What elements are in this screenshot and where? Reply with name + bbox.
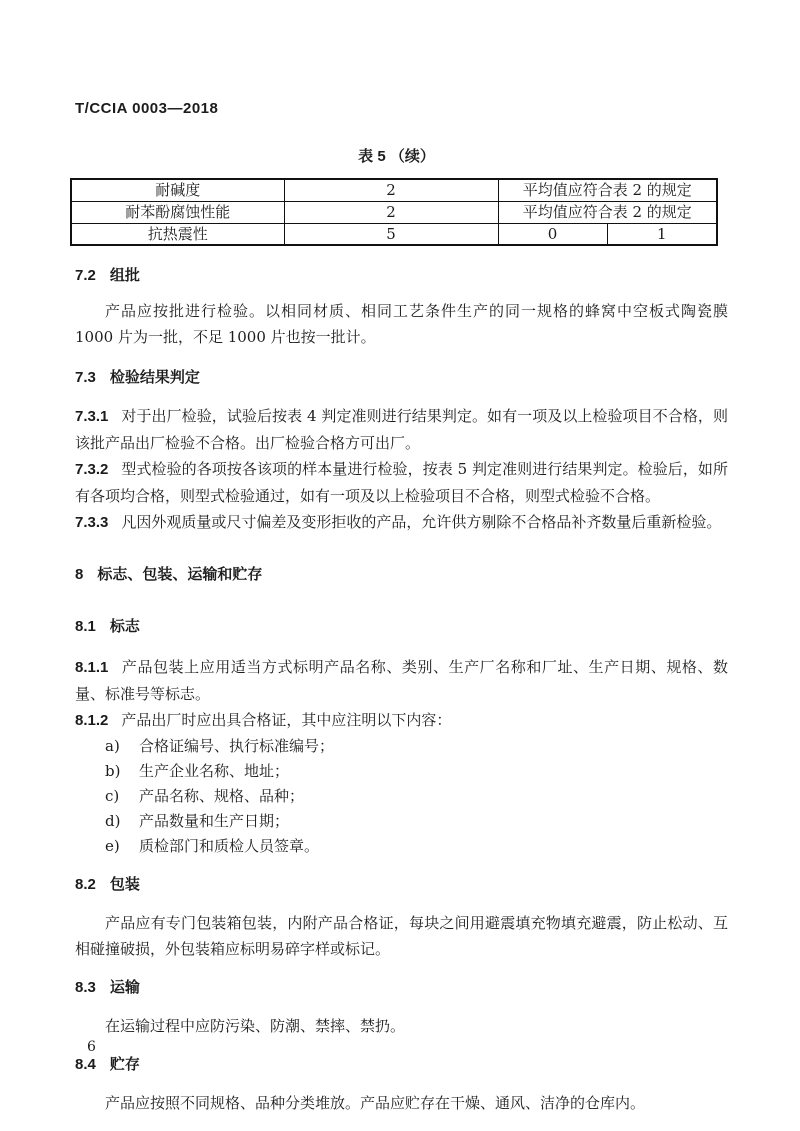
paragraph-8-4: 产品应按照不同规格、品种分类堆放。产品应贮存在干燥、通风、洁净的仓库内。 [105, 1094, 646, 1112]
clause-number: 8.1.2 [75, 712, 109, 729]
clause-8-1-2 [75, 707, 728, 734]
table-row [71, 201, 717, 223]
clause-text: 凡因外观质量或尺寸偏差及变形拒收的产品，允许供方剔除不合格品补齐数量后重新检验。 [121, 513, 722, 531]
table-cell-criterion: 平均值应符合表 2 的规定 [498, 201, 717, 223]
section-number: 8 [75, 566, 84, 583]
section-heading-7-3 [75, 365, 728, 391]
list-marker: c) [105, 787, 120, 805]
table-caption: 表 5 （续） [358, 148, 435, 165]
section-title: 包装 [109, 876, 140, 893]
table-cell-item: 耐碱度 [71, 179, 284, 201]
list-text: 质检部门和质检人员签章。 [139, 837, 320, 855]
section-title: 标志 [109, 618, 140, 635]
page-number: 6 [87, 1039, 96, 1055]
list-text: 合格证编号、执行标准编号； [139, 737, 335, 755]
section-number: 8.1 [75, 618, 96, 635]
clause-text: 对于出厂检验，试验后按表 4 判定准则进行结果判定。如有一项及以上检验项目不合格，则该批产品出厂检验不合格。出厂检验合格方可出厂。 [75, 407, 728, 452]
list-marker: a) [105, 737, 120, 755]
section-number: 8.3 [75, 979, 96, 996]
table-cell-sample: 2 [284, 201, 498, 223]
clause-7-3-1 [75, 403, 728, 456]
section-heading-8-4 [75, 1052, 728, 1078]
list-item [75, 759, 728, 784]
list-marker: e) [105, 837, 120, 855]
clause-8-1-1 [75, 654, 728, 707]
clause-7-3-3 [75, 509, 728, 536]
table-row [71, 179, 717, 201]
paragraph-8-3: 在运输过程中应防污染、防潮、禁摔、禁扔。 [105, 1017, 406, 1035]
section-heading-8 [75, 562, 728, 588]
clause-text: 型式检验的各项按各该项的样本量进行检验，按表 5 判定准则进行结果判定。检验后，如所有各项均合格，则型式检验通过，如有一项及以上检验项目不合格，则型式检验不合格。 [75, 460, 728, 505]
table-cell-sample: 5 [284, 223, 498, 245]
list-marker: d) [105, 812, 121, 830]
list-item [75, 809, 728, 834]
table-cell-criterion: 平均值应符合表 2 的规定 [498, 179, 717, 201]
clause-number: 8.1.1 [75, 659, 109, 676]
clause-text: 产品包装上应用适当方式标明产品名称、类别、生产厂名称和厂址、生产日期、规格、数量、标准号等标志。 [75, 658, 728, 703]
paragraph-7-2: 产品应按批进行检验。以相同材质、相同工艺条件生产的同一规格的蜂窝中空板式陶瓷膜 1000 片为一批，不足 1000 片也按一批计。 [75, 302, 728, 346]
section-heading-8-2 [75, 872, 728, 898]
list-item [75, 834, 728, 859]
section-heading-8-3 [75, 975, 728, 1001]
table-cell-item: 抗热震性 [71, 223, 284, 245]
section-title: 运输 [109, 979, 140, 996]
clause-number: 7.3.2 [75, 461, 109, 478]
table-cell-accept: 0 [498, 223, 607, 245]
list-text: 产品名称、规格、品种； [139, 787, 305, 805]
section-number: 8.4 [75, 1056, 96, 1073]
section-heading-7-2 [75, 263, 728, 289]
section-number: 7.3 [75, 369, 96, 386]
list-text: 生产企业名称、地址； [139, 762, 290, 780]
section-title: 贮存 [109, 1056, 140, 1073]
table-cell-sample: 2 [284, 179, 498, 201]
page-content [75, 96, 728, 1131]
doc-number: T/CCIA 0003—2018 [75, 100, 219, 117]
certificate-item-list [75, 734, 728, 859]
table-cell-item: 耐苯酚腐蚀性能 [71, 201, 284, 223]
clause-7-3-2 [75, 456, 728, 509]
clause-number: 7.3.3 [75, 514, 109, 531]
section-title: 检验结果判定 [109, 369, 200, 386]
section-title: 组批 [109, 267, 140, 284]
spec-table [70, 178, 718, 246]
section-number: 7.2 [75, 267, 96, 284]
section-number: 8.2 [75, 876, 96, 893]
list-item [75, 734, 728, 759]
list-text: 产品数量和生产日期； [139, 812, 290, 830]
list-item [75, 784, 728, 809]
clause-text: 产品出厂时应出具合格证，其中应注明以下内容： [121, 711, 452, 729]
paragraph-8-2: 产品应有专门包装箱包装，内附产品合格证，每块之间用避震填充物填充避震，防止松动、互相碰撞破损，外包装箱应标明易碎字样或标记。 [75, 914, 728, 958]
section-heading-8-1 [75, 614, 728, 640]
section-title: 标志、包装、运输和贮存 [97, 566, 263, 583]
list-marker: b) [105, 762, 121, 780]
table-cell-reject: 1 [607, 223, 717, 245]
clause-number: 7.3.1 [75, 408, 109, 425]
table-row [71, 223, 717, 245]
